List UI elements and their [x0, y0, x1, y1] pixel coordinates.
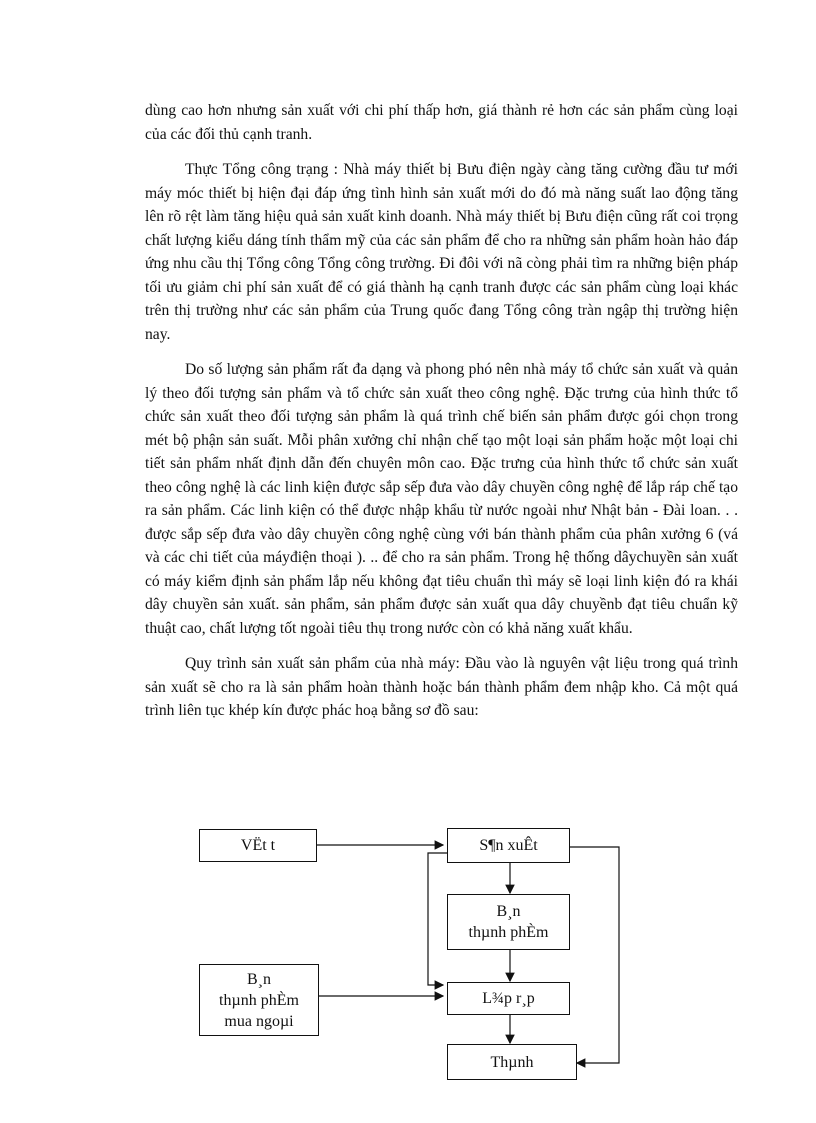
box-lap-rap — [447, 982, 570, 1015]
box-san-xuat-label: S¶n xuÊt — [479, 837, 538, 854]
box-vat-tu — [199, 829, 317, 862]
box-ban-thanh-pham-line-1: B¸n — [496, 903, 521, 920]
box-lap-rap-label: L¾p r¸p — [482, 990, 535, 1007]
box-ban-thanh-pham-mua-ngoai — [199, 964, 319, 1036]
paragraph-4: Quy trình sản xuất sản phẩm của nhà máy: Đầu vào là nguyên vật liệu trong quá trình sản xuất sẽ cho ra là sản phẩm hoàn thành hoặc bán thành phẩm đem nhập kho. Cả một quá trình liên tục khép kín được phác hoạ bằng sơ đồ sau: — [145, 655, 738, 719]
box-ban-thanh-pham-line-2: thµnh phÈm — [468, 924, 549, 941]
box-san-xuat — [447, 828, 570, 863]
paragraph-1: dùng cao hơn nhưng sản xuất với chi phí thấp hơn, giá thành rẻ hơn các sản phẩm cùng loại của các đối thủ cạnh tranh. — [145, 102, 738, 143]
box-thanh-label: Thµnh — [490, 1053, 534, 1071]
box-vat-tu-label: VËt t — [240, 837, 276, 854]
paragraph-2: Thực Tổng công trạng : Nhà máy thiết bị Bưu điện ngày càng tăng cường đầu tư mới máy móc thiết bị hiện đại đáp ứng tình hình sản xuất mới do đó mà năng suất lao động tăng lên rõ rệt làm tăng hiệu quả sản xuất kinh doanh. Nhà máy thiết bị Bưu điện cũng rất coi trọng chất lượng kiểu dáng tính thẩm mỹ của các sản phẩm để cho ra những sản phẩm hoàn hảo đáp ứng nhu cầu thị Tổng công Tổng công trường. Đi đôi với nã còng phải tìm ra những biện pháp tối ưu giảm chi phí sản xuất để có giá thành hạ cạnh tranh được các sản phẩm cùng loại khác trên thị trường như các sản phẩm của Trung quốc đang Tổng công tràn ngập thị trường hiện nay. — [145, 161, 738, 343]
paragraph-3: Do số lượng sản phẩm rất đa dạng và phong phó nên nhà máy tổ chức sản xuất và quản lý theo đối tượng sản phẩm và tổ chức sản xuất theo công nghệ. Đặc trưng của hình thức tổ chức sản xuất theo đối tượng sản phẩm là quá trình chế biến sản phẩm được gói chọn trong mét bộ phận sản suất. Mỗi phân xưởng chỉ nhận chế tạo một loại sản phẩm hoặc một loại chi tiết sản phẩm nhất định dẫn đến chuyên môn cao. Đặc trưng của hình thức tổ chức sản xuất theo công nghệ là các linh kiện được sắp sếp đưa vào dây chuyền công nghệ để lắp ráp chế tạo ra sản phẩm. Các linh kiện có thể được nhập khẩu từ nước ngoài như Nhật bản - Đài loan. . . được sắp sếp đưa vào dây chuyền công nghệ cùng với bán thành phẩm của phân xưởng 6 (vá và các chi tiết của máyđiện thoại ). .. để cho ra sản phẩm. Trong hệ thống dâychuyền sản xuất có máy kiểm định sản phẩm lắp nếu không đạt tiêu chuẩn thì máy sẽ loại linh kiện đó ra khái dây chuyền sản xuất. sản phẩm, sản phẩm được sản xuất qua dây chuyềnb đạt tiêu chuẩn kỹ thuật cao, chất lượng tốt ngoài tiêu thụ trong nước còn có khả năng xuất khẩu. — [145, 361, 738, 637]
loop-right-sanxuat-thanh — [570, 847, 619, 1063]
box-thanh — [447, 1044, 577, 1080]
box-ban-thanh-pham — [447, 894, 570, 950]
box-mua-line-3: mua ngoµi — [224, 1012, 294, 1030]
box-mua-line-1: B¸n — [247, 970, 271, 988]
loop-left-sanxuat-laprap — [428, 853, 447, 985]
box-mua-line-2: thµnh phÈm — [219, 991, 299, 1009]
